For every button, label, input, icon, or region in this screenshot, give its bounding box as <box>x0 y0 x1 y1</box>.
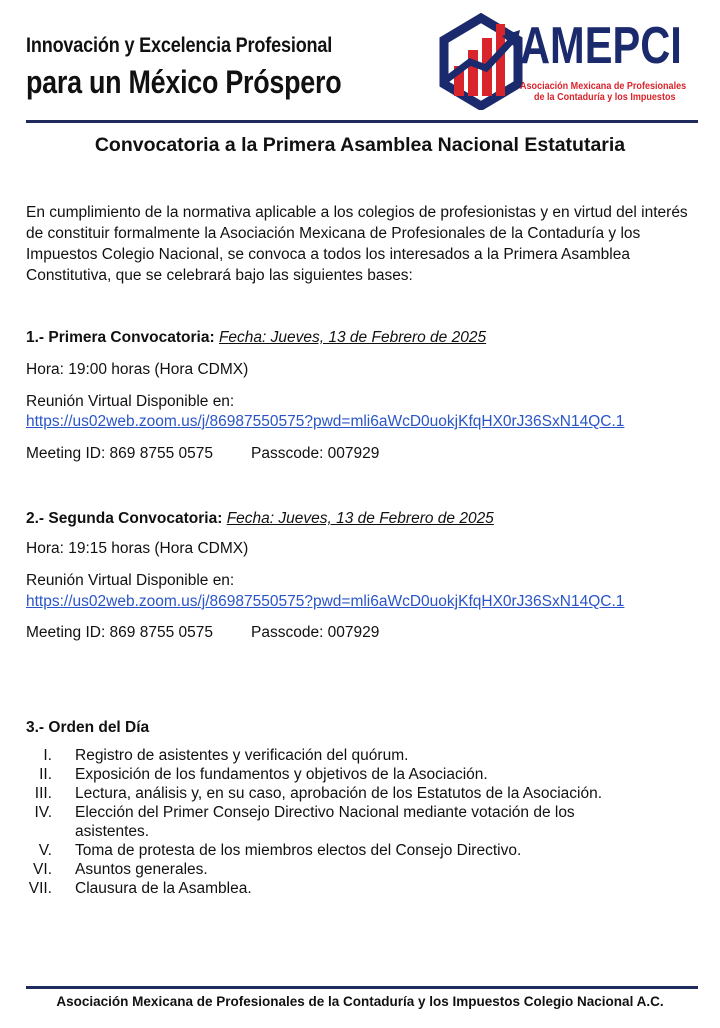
agenda-item-text: Clausura de la Asamblea. <box>75 880 252 897</box>
second-call-passcode: Passcode: 007929 <box>251 624 380 641</box>
agenda-item-number: VI. <box>33 861 52 878</box>
intro-paragraph: En cumplimiento de la normativa aplicable a los colegios de profesionistas y en virtud del interés de constituir formalmente la Asociación Mexicana de Profesionales de la Contaduría y los Impuestos Colegio Nacional, se convoca a todos los interesados a la Primera Asamblea Constitutiva, que se celebrará bajo las siguientes bases: <box>26 204 688 284</box>
first-call-zoom-link[interactable]: https://us02web.zoom.us/j/86987550575?pwd=mli6aWcD0uokjKfqHX0rJ36SxN14QC.1 <box>26 413 625 430</box>
agenda-item-number: V. <box>38 842 52 859</box>
agenda-item-text: Asuntos generales. <box>75 861 208 878</box>
agenda-heading: 3.- Orden del Día <box>26 719 150 736</box>
second-call-date: Fecha: Jueves, 13 de Febrero de 2025 <box>226 510 494 527</box>
first-call-meeting-id: Meeting ID: 869 8755 0575 <box>26 445 213 462</box>
agenda-item-number: VII. <box>28 880 52 897</box>
first-call-heading-line <box>26 329 486 347</box>
first-call-meeting-label: Reunión Virtual Disponible en: <box>26 393 235 410</box>
first-call-time: Hora: 19:00 horas (Hora CDMX) <box>26 361 249 378</box>
agenda-item <box>26 765 686 784</box>
footer-divider <box>26 986 698 989</box>
first-call-date: Fecha: Jueves, 13 de Febrero de 2025 <box>218 329 487 346</box>
document-title: Convocatoria a la Primera Asamblea Nacional Estatutaria <box>94 134 626 156</box>
logo-emblem-icon <box>436 10 526 110</box>
agenda-item-text: Registro de asistentes y verificación del quórum. <box>75 747 409 764</box>
second-call-zoom-link[interactable]: https://us02web.zoom.us/j/86987550575?pwd=mli6aWcD0uokjKfqHX0rJ36SxN14QC.1 <box>26 593 625 610</box>
agenda-list <box>26 746 686 898</box>
agenda-item-text: Lectura, análisis y, en su caso, aprobación de los Estatutos de la Asociación. <box>75 785 603 802</box>
first-call-passcode: Passcode: 007929 <box>251 445 380 462</box>
agenda-item <box>26 841 686 860</box>
agenda-item-text: Elección del Primer Consejo Directivo Nacional mediante votación de los asistentes. <box>75 804 575 840</box>
agenda-item-text: Toma de protesta de los miembros electos del Consejo Directivo. <box>75 842 522 859</box>
logo-name: AMEPCI <box>520 17 682 75</box>
second-call-credentials <box>26 624 379 642</box>
header-divider <box>26 120 698 123</box>
first-call-credentials <box>26 445 379 463</box>
agenda-item-number: III. <box>34 785 52 802</box>
agenda-item-number: II. <box>39 766 52 783</box>
agenda-item <box>26 784 686 803</box>
second-call-time: Hora: 19:15 horas (Hora CDMX) <box>26 540 249 557</box>
agenda-item <box>26 879 686 898</box>
header <box>0 0 720 120</box>
agenda-item <box>26 746 686 765</box>
agenda-item-number: IV. <box>34 804 52 821</box>
second-call-meeting-id: Meeting ID: 869 8755 0575 <box>26 624 213 641</box>
agenda-item-number: I. <box>43 747 52 764</box>
logo-subtitle-line-1: Asociación Mexicana de Profesionales <box>520 80 687 92</box>
first-call-heading: 1.- Primera Convocatoria: <box>26 329 215 346</box>
agenda-item-text: Exposición de los fundamentos y objetivos de la Asociación. <box>75 766 488 783</box>
slogan-line-2: para un México Próspero <box>26 64 342 100</box>
agenda-item <box>26 803 686 841</box>
second-call-heading: 2.- Segunda Convocatoria: <box>26 510 223 527</box>
footer-text: Asociación Mexicana de Profesionales de la Contaduría y los Impuestos Colegio Nacional A.C. <box>56 994 664 1009</box>
second-call-heading-line <box>26 510 494 528</box>
logo-subtitle-line-2: de la Contaduría y los Impuestos <box>534 91 676 103</box>
amepci-logo <box>436 10 698 110</box>
agenda-item <box>26 860 686 879</box>
second-call-meeting-label: Reunión Virtual Disponible en: <box>26 572 235 589</box>
slogan-line-1: Innovación y Excelencia Profesional <box>26 34 333 57</box>
